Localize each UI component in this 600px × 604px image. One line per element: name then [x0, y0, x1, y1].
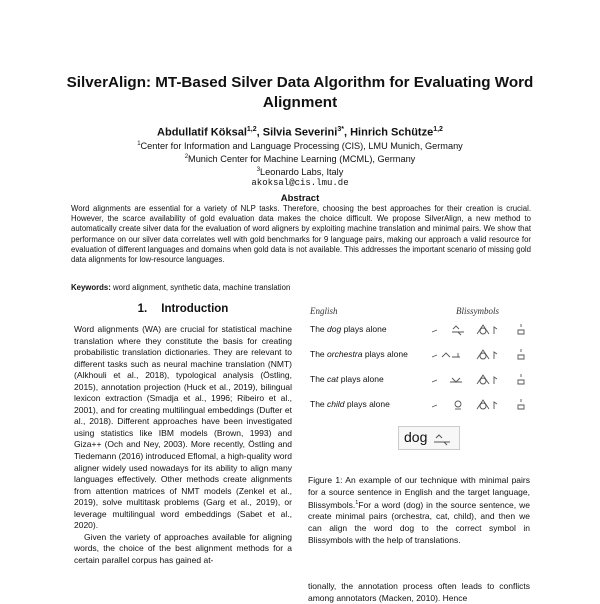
sentence-pre: The	[310, 374, 328, 384]
caption-text: Figure 1: An example of our technique with minimal pairs for a source sentence in English and the target language, Blissymbols.	[308, 475, 530, 510]
sentence-word: cat	[327, 374, 339, 384]
affiliation-text: Munich Center for Machine Learning (MCML), Germany	[188, 154, 416, 165]
figure-col-blissymbols: Blissymbols	[456, 306, 500, 316]
figure-sentence	[310, 399, 390, 409]
abstract-heading: Abstract	[280, 193, 320, 204]
author-affil-sup: 1,2	[433, 126, 443, 133]
figure-sentence	[310, 349, 408, 359]
author-list: Abdullatif Köksal$^{1,2}$, Silvia Severini$^{3*}$, Hinrich Schütze$^{1,2}$	[157, 126, 443, 139]
author-affil-sup: 3*	[337, 126, 344, 133]
sentence-word: orchestra	[327, 349, 363, 359]
section-title: Introduction	[161, 303, 229, 315]
figure-row	[308, 374, 530, 388]
alignment-source-word: dog	[404, 429, 428, 445]
figure-caption	[308, 475, 530, 546]
keywords	[71, 283, 531, 293]
sentence-word: dog	[327, 324, 342, 334]
figure-row	[308, 399, 530, 413]
sentence-post: plays alone	[338, 374, 384, 384]
intro-column	[74, 324, 292, 566]
footnote-marker[interactable]: 1	[355, 500, 359, 507]
blissymbol-dog-icon	[432, 432, 454, 446]
affiliation-text: Center for Information and Language Processing (CIS), LMU Munich, Germany	[140, 141, 463, 152]
sentence-pre: The	[310, 324, 328, 334]
blissymbol-sequence-icon	[428, 395, 528, 415]
figure-row	[308, 324, 530, 338]
author-name: Silvia Severini	[262, 126, 338, 139]
section-number: 1.	[137, 303, 148, 315]
blissymbol-sequence-icon	[428, 345, 528, 365]
blissymbol-sequence-icon	[428, 320, 528, 340]
sentence-post: plays alone	[344, 399, 390, 409]
sentence-pre: The	[310, 399, 328, 409]
figure-col-english: English	[310, 306, 338, 316]
abstract-body: Word alignments are essential for a variety of NLP tasks. Therefore, choosing the best approaches for their creation is crucial. However, the scarce availability of gold evaluation data makes the choice difficult. We propose SilverAlign, a new method to automatically create silver data for the evaluation of word aligners by exploiting machine translation and minimal pairs. We show that performance on our silver data correlates well with gold benchmarks for 9 language pairs, making our approach a valid resource for evaluation of different languages and domains when gold data is not available. This addresses the important scenario of missing gold data alignments for low-resource languages.	[71, 204, 531, 265]
figure-sentence	[310, 374, 384, 384]
author-email[interactable]: akoksal@cis.lmu.de	[251, 178, 349, 188]
right-column-text: tionally, the annotation process often leads to conflicts among annotators (Macken, 2010). Hence	[308, 581, 530, 603]
sentence-word: child	[327, 399, 345, 409]
paragraph: Word alignments (WA) are crucial for statistical machine translation where they constitute the basis for creating probabilistic translation dictionaries. They are relevant to different tasks such as neural machine translation (NMT) (Alkhouli et al., 2018), typological analysis (Östling, 2015), annotation projection (Huck et al., 2019), bilingual lexicon extraction (Smadja et al., 1996; Ribeiro et al., 2001), and for creating multilingual embeddings (Dufter et al., 2018). Different approaches have been investigated using statistics like IBM models (Brown, 1993) and Giza++ (Och and Ney, 2003). More recently, Östling and Tiedemann (2016) introduced Eflomal, a high-quality word aligner widely used nowadays for its ability to align many languages effectively. Other methods create alignments from attention matrices of NMT models (Zenkel et al., 2019), solve multitask problems (Garg et al., 2019), or leverage multilingual word embeddings (Sabet et al., 2020).	[74, 324, 292, 531]
alignment-example-box	[398, 426, 460, 450]
affiliation-sup: 2	[184, 154, 189, 160]
figure-sentence	[310, 324, 387, 334]
sentence-post: plays alone	[341, 324, 387, 334]
affiliation	[40, 165, 560, 178]
paper-title: SilverAlign: MT-Based Silver Data Algorithm for Evaluating Word Alignment	[66, 74, 534, 111]
figure-1	[308, 306, 530, 466]
affiliation-text: Leonardo Labs, Italy	[260, 167, 344, 178]
keywords-text: word alignment, synthetic data, machine translation	[110, 283, 291, 292]
figure-row	[308, 349, 530, 363]
affiliation	[40, 152, 560, 165]
author-name: Hinrich Schütze	[350, 126, 434, 139]
keywords-label: Keywords:	[71, 283, 111, 292]
caption-text: For a word (dog) in the source sentence, we create minimal pairs (orchestra, cat, child), and then we can align the word dog to the correct symbol in Blissymbols with the help of translations.	[308, 499, 530, 545]
section-heading	[74, 302, 292, 316]
affiliation-sup: 1	[137, 141, 141, 147]
paragraph: Given the variety of approaches available for aligning words, the choice of the best alignment methods for a certain parallel corpus has gained at-	[74, 531, 292, 565]
affiliation-sup: 3	[256, 167, 261, 173]
blissymbol-sequence-icon	[428, 370, 528, 390]
affiliation	[40, 139, 560, 152]
author-name: Abdullatif Köksal	[157, 126, 247, 139]
sentence-post: plays alone	[362, 349, 408, 359]
author-affil-sup: 1,2	[246, 126, 257, 133]
sentence-pre: The	[310, 349, 328, 359]
